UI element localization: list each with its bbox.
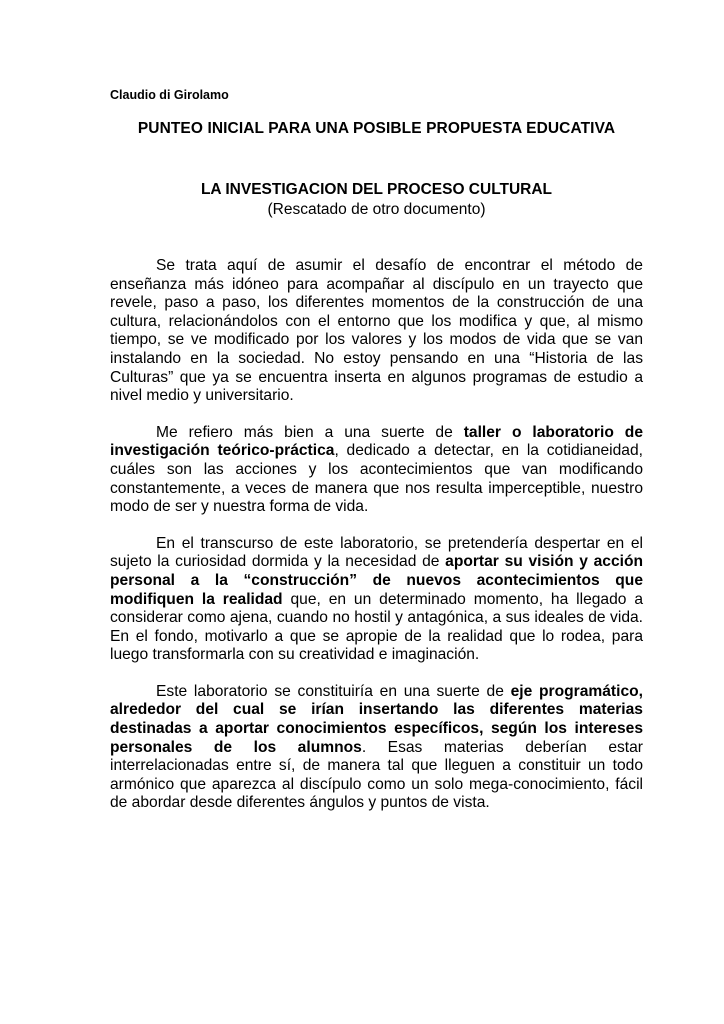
paragraph-text: En el transcurso de este laboratorio, se pretendería despertar en el sujeto la curiosidad dormida y la necesidad de [110, 534, 643, 571]
emphasis-text: aportar su visión y acción personal a la “construcción” de nuevos acontecimientos que modifiquen la realidad [110, 553, 643, 608]
paragraph-2 [110, 424, 643, 517]
paragraph-text: que, en un determinado momento, ha llegado a considerar como ajena, cuando no hostil y antagónica, a sus ideales de vida. En el fondo, motivarlo a que se apropie de la realidad que lo rodea, para luego transformarla con su creatividad e imaginación. [110, 590, 643, 664]
paragraph-text: Me refiero más bien a una suerte de [156, 423, 464, 441]
paragraph-4 [110, 683, 643, 813]
author-name: Claudio di Girolamo [110, 88, 229, 102]
body-text [110, 257, 643, 831]
paragraph-text: , dedicado a detectar, en la cotidianeidad, cuáles son las acciones y los acontecimientos que van modificando constantemente, a veces de manera que nos resulta imperceptible, nuestro modo de ser y nuestra forma de vida. [110, 442, 643, 516]
emphasis-text: taller o laboratorio de investigación teórico-práctica [110, 423, 643, 460]
section-subtitle: LA INVESTIGACION DEL PROCESO CULTURAL [200, 181, 553, 198]
paragraph-1 [110, 257, 643, 406]
paragraph-text: Este laboratorio se constituiría en una suerte de [156, 682, 511, 700]
paragraph-text: Se trata aquí de asumir el desafío de encontrar el método de enseñanza más idóneo para acompañar al discípulo en un trayecto que revele, paso a paso, los diferentes momentos de la construcción de una cultura, relacionándolos con el entorno que los modifica y que, al mismo tiempo, se ve modificado por los valores y los modos de vida que se van instalando en la sociedad. No estoy pensando en una “Historia de las Culturas” que ya se encuentra inserta en algunos programas de estudio a nivel medio y universitario. [110, 257, 643, 405]
emphasis-text: eje programático, alrededor del cual se irían insertando las diferentes materias destinadas a aportar conocimientos específicos, según los intereses personales de los alumnos [110, 682, 643, 756]
paragraph-text: . Esas materias deberían estar interrelacionadas entre sí, de manera tal que lleguen a constituir un todo armónico que aparezca al discípulo como un solo mega-conocimiento, fácil de abordar desde diferentes ángulos y puntos de vista. [110, 738, 643, 812]
paragraph-3 [110, 535, 643, 665]
main-title: PUNTEO INICIAL PARA UNA POSIBLE PROPUESTA EDUCATIVA [137, 120, 616, 137]
subtitle-note: (Rescatado de otro documento) [267, 201, 486, 218]
